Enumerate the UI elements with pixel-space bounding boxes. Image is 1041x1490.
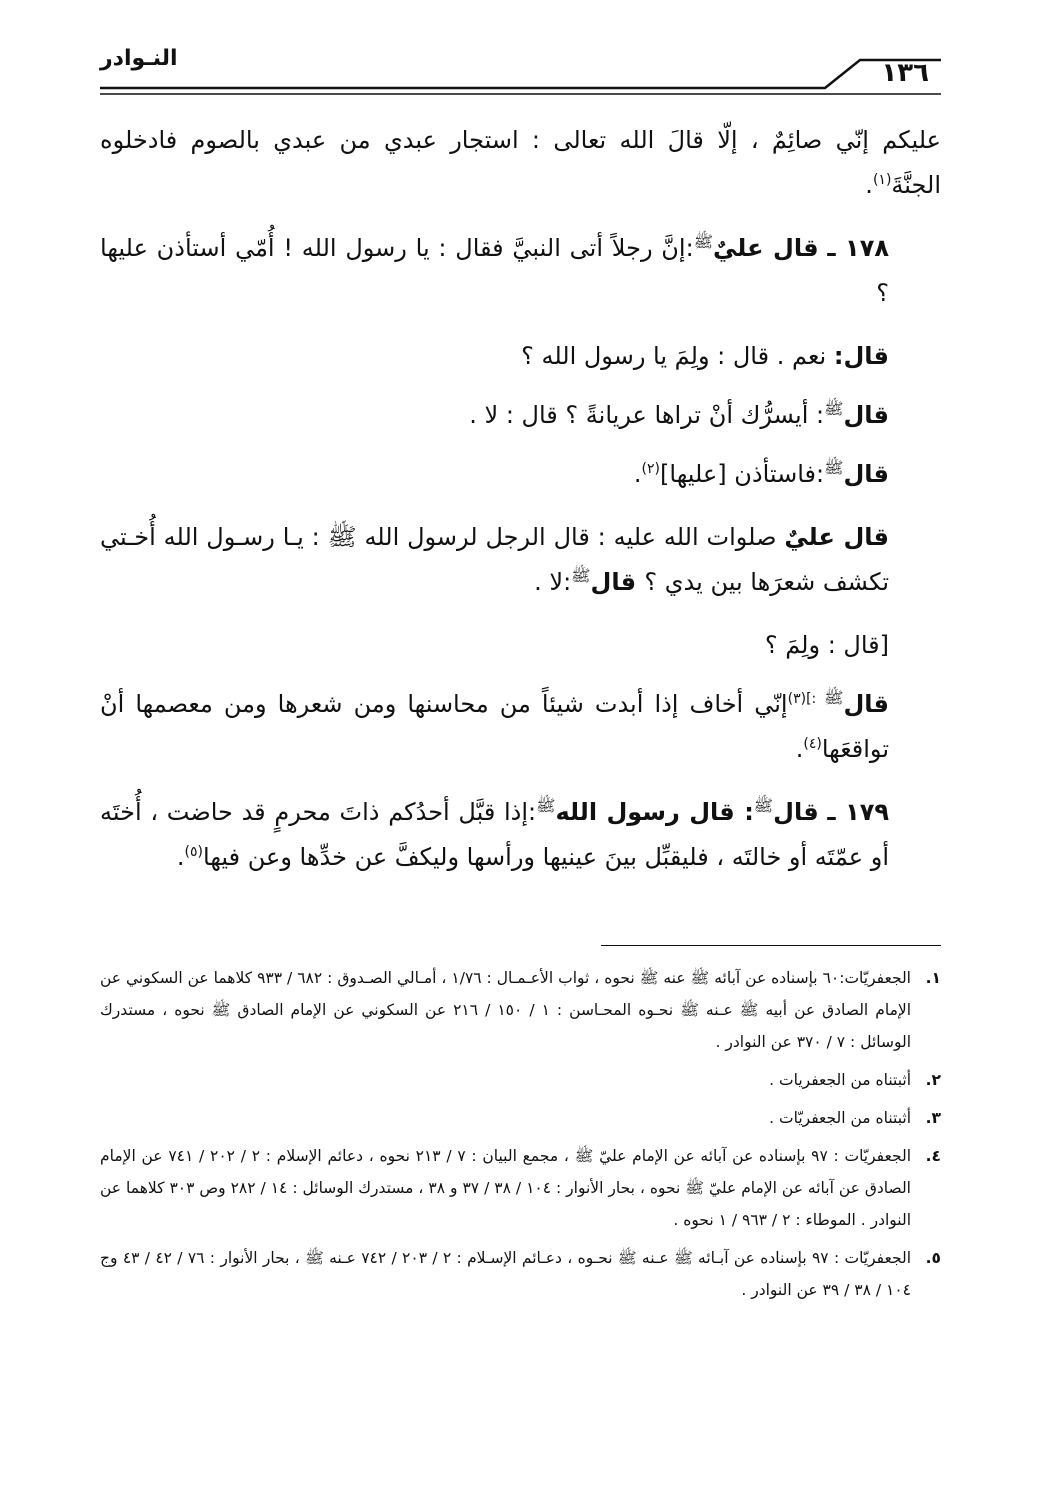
honorific-glyph: ﷺ	[693, 232, 714, 251]
page-header	[100, 40, 941, 100]
footnote-item	[100, 962, 941, 1058]
hadith-number: ١٧٨ ـ	[827, 234, 889, 262]
hadith-number: ١٧٩ ـ	[827, 798, 890, 826]
main-text	[100, 118, 941, 898]
header-rule	[100, 40, 941, 100]
speaker-label: قال عليٌ	[784, 523, 889, 551]
dialogue-text: نعم . قال : ولِمَ يا رسول الله ؟	[521, 342, 834, 370]
footnote-marker: (٥)	[184, 844, 204, 860]
hadith-lead: قال عليٌ	[713, 234, 819, 262]
hadith-text: :إذا قبَّل أحدُكم ذاتَ محرمٍ قد حاضت ، أُختَه أو عمّتَه أو خالتَه ، فليقبِّل بينَ عينيها ورأسها وليكفَّ عن خدِّها وعن فيها	[100, 798, 889, 871]
dialogue-line	[100, 334, 941, 379]
footnote-item	[100, 1102, 941, 1134]
punctuation: .	[176, 843, 185, 871]
footnote-item	[100, 1064, 941, 1096]
footnote-text: الجعفريّات : ٩٧ بإسناده عن آبائه عن الإمام عليّ ﷺ ، مجمع البيان : ٧ / ٢١٣ نحوه ، دعائم الإسلام : ٢ / ٢٠٢ / ٧٤١ عن الإمام الصادق عن آبائه عن الإمام عليّ ﷺ نحوه ، بحار الأنوار : ١٠٤ / ٣٨ / ٣٧ و ٣٨ ، مستدرك الوسائل : ١٤ / ٢٨٢ وص ٣٠٣ كلاهما عن النوادر . الموطاء : ٢ / ٩٦٣ / ١ نحوه .	[100, 1147, 912, 1229]
dialogue-line	[100, 452, 941, 497]
punctuation: .	[633, 460, 642, 488]
honorific-glyph: ﷺ	[536, 796, 556, 815]
honorific-glyph: ﷺ	[753, 796, 774, 815]
speaker-label: قال	[590, 568, 645, 596]
speaker-label: قال:	[833, 342, 889, 370]
running-title: النـوادر	[100, 46, 178, 71]
footnote-number: ٤.	[925, 1147, 941, 1165]
dialogue-line	[100, 623, 941, 668]
footnote-text: أثبتناه من الجعفريات .	[769, 1071, 911, 1089]
paragraph-continuation	[100, 118, 941, 208]
punctuation: .	[795, 735, 804, 763]
hadith-lead: : قال رسول الله	[555, 798, 754, 826]
paragraph-text: عليكم إنّي صائِمٌ ، إلّا قالَ الله تعالى : استجار عبدي من عبدي بالصوم فادخلوه الجنَّةَ	[100, 126, 941, 199]
paragraph-answer	[100, 682, 941, 772]
paragraph-text: صلوات الله عليه : قال الرجل لرسول الله ﷺ : يـا رسـول الله أُخـتي تكشف شعرَها بين يدي ؟	[100, 523, 889, 596]
footnote-item	[100, 1140, 941, 1236]
page-number: ١٣٦	[881, 58, 929, 88]
footnote-number: ١.	[925, 969, 941, 987]
paragraph-text: إنّي أخاف إذا أبدت شيئاً من محاسنها ومن شعرها ومن معصمها أنْ تواقعَها	[100, 690, 889, 763]
dialogue-text: : أيسرُّك أنْ تراها عريانةً ؟ قال : لا .	[469, 401, 825, 429]
paragraph-ali	[100, 515, 941, 605]
hadith-text: :إنَّ رجلاً أتى النبيَّ فقال : يا رسول الله ! أُمّي أستأذن عليها ؟	[100, 234, 889, 307]
dialogue-line	[100, 393, 941, 438]
footnote-item	[100, 1242, 941, 1306]
honorific-glyph: ﷺ	[824, 458, 844, 477]
speaker-label: قال	[843, 460, 889, 488]
footnote-number: ٥.	[925, 1249, 941, 1267]
speaker-label: قال	[843, 401, 889, 429]
honorific-glyph: ﷺ	[824, 399, 844, 418]
footnote-separator	[601, 945, 941, 946]
footnote-marker: (٢)	[641, 461, 661, 477]
punctuation: .	[865, 171, 873, 199]
footnote-marker: (١)	[872, 172, 892, 188]
footnote-text: الجعفريّات:٦٠ بإسناده عن آبائه ﷺ عنه ﷺ نحوه ، ثواب الأعـمـال : ١/٧٦ ، أمـالي الصـدوق : ٦٨٢ / ٩٣٣ كلاهما عن السكوني عن الإمام الصادق عن أبيه ﷺ عـنه ﷺ نحـوه المحـاسن : ١ / ١٥٠ / ٢١٦ عن السكوني عن الإمام الصادق ﷺ نحوه ، مستدرك الوسائل : ٧ / ٣٧٠ عن النوادر .	[100, 969, 912, 1051]
footnote-number: ٢.	[925, 1071, 941, 1089]
footnote-marker: :](٣)	[787, 691, 825, 707]
hadith-178	[100, 226, 941, 316]
paragraph-text: :لا .	[534, 568, 572, 596]
dialogue-text: :فاستأذن [عليها]	[660, 460, 825, 488]
footnotes	[100, 962, 941, 1312]
footnote-text: أثبتناه من الجعفريّات .	[769, 1109, 911, 1127]
dialogue-text: [قال : ولِمَ ؟	[764, 631, 889, 659]
honorific-glyph: ﷺ	[571, 566, 591, 585]
hadith-179	[100, 790, 941, 880]
footnote-text: الجعفريّات : ٩٧ بإسناده عن آبـائه ﷺ عـنه ﷺ نحـوه ، دعـائم الإسـلام : ٢ / ٢٠٣ / ٧٤٢ عـنه ﷺ ، بحار الأنوار : ٧٦ / ٤٢ / ٤٣ وج ١٠٤ / ٣٨ / ٣٩ عن النوادر .	[100, 1249, 912, 1299]
hadith-lead: قال	[773, 798, 819, 826]
footnote-marker: (٤)	[803, 736, 822, 752]
speaker-label: قال	[843, 690, 890, 718]
footnote-number: ٣.	[925, 1109, 941, 1127]
honorific-glyph: ﷺ	[824, 688, 844, 707]
